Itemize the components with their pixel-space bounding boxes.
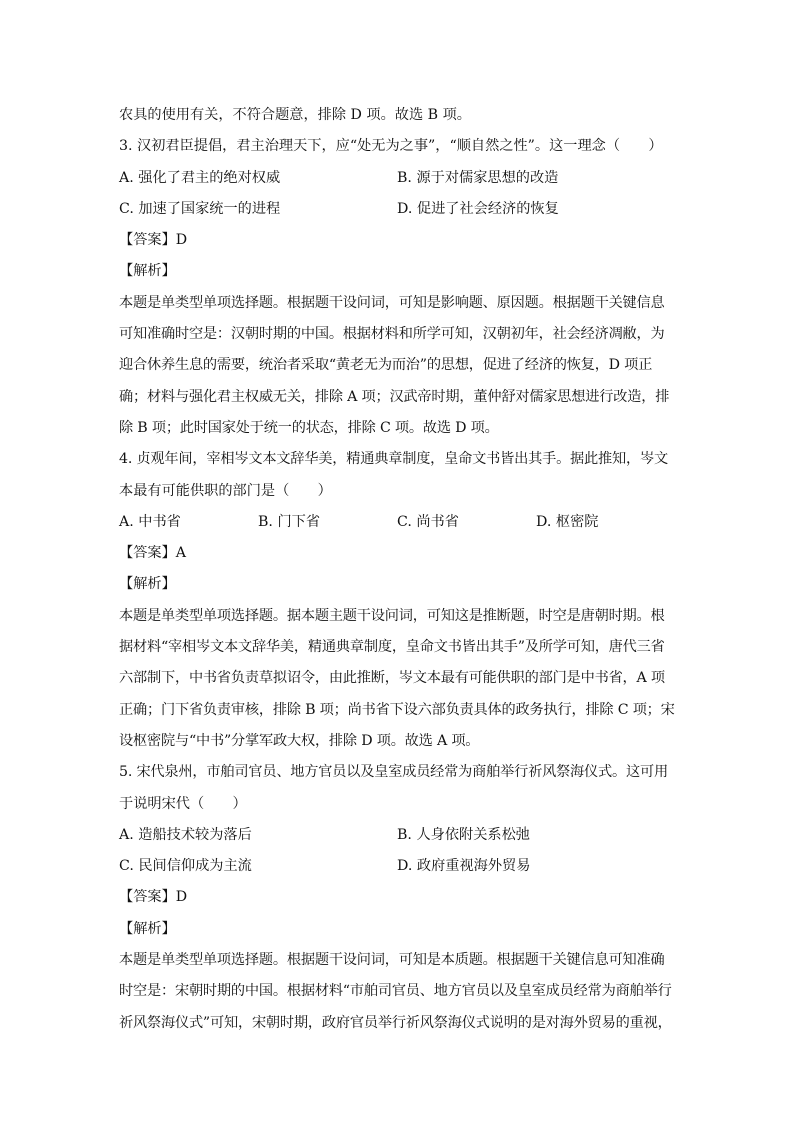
q5-analysis-line-2: 时空是：宋朝时期的中国。根据材料“市舶司官员、地方官员以及皇室成员经常为商舶举行 — [119, 983, 672, 1000]
q4-stem-line-2: 本最有可能供职的部门是（ ） — [119, 482, 332, 499]
q3-option-c: C. 加速了国家统一的进程 — [119, 200, 281, 217]
q3-stem: 3. 汉初君臣提倡，君主治理天下，应“处无为之事”，“顺自然之性”。这一理念（ ） — [119, 138, 663, 155]
q5-option-b: B. 人身依附关系松弛 — [397, 826, 530, 843]
q4-option-c: C. 尚书省 — [397, 513, 459, 530]
q3-analysis-line-5: 除 B 项；此时国家处于统一的状态，排除 C 项。故选 D 项。 — [119, 419, 499, 436]
continuation-text: 农具的使用有关，不符合题意，排除 D 项。故选 B 项。 — [119, 107, 471, 123]
q4-options-row — [119, 507, 675, 538]
q4-analysis-line-1: 本题是单类型单项选择题。据本题主题干设问词，可知这是推断题，时空是唐朝时期。根 — [119, 607, 665, 624]
q5-options-row-1 — [119, 820, 675, 851]
q4-stem-line-1: 4. 贞观年间，宰相岑文本文辞华美，精通典章制度，皇命文书皆出其手。据此推知，岑文 — [119, 451, 668, 468]
q3-option-a: A. 强化了君主的绝对权威 — [119, 169, 281, 186]
q5-analysis-line-1: 本题是单类型单项选择题。根据题干设问词，可知是本质题。根据题干关键信息可知准确 — [119, 952, 665, 969]
q3-analysis-line-3: 迎合休养生息的需要，统治者采取“黄老无为而治”的思想，促进了经济的恢复，D 项正 — [119, 357, 653, 374]
q5-answer: 【答案】D — [119, 889, 188, 906]
q3-analysis-line-2: 可知准确时空是：汉朝时期的中国。根据材料和所学可知，汉朝初年，社会经济凋敝，为 — [119, 326, 665, 343]
q4-analysis-line-5: 设枢密院与“中书”分掌军政大权，排除 D 项。故选 A 项。 — [119, 732, 480, 749]
q5-options-row-2 — [119, 851, 675, 882]
q3-analysis-title: 【解析】 — [119, 263, 176, 280]
q4-answer: 【答案】A — [119, 545, 186, 562]
q5-option-c: C. 民间信仰成为主流 — [119, 858, 252, 875]
q4-analysis-title: 【解析】 — [119, 576, 176, 593]
q3-analysis-line-1: 本题是单类型单项选择题。根据题干设问词，可知是影响题、原因题。根据题干关键信息 — [119, 294, 665, 311]
q3-analysis-line-4: 确；材料与强化君主权威无关，排除 A 项；汉武帝时期，董仲舒对儒家思想进行改造，排 — [119, 388, 670, 405]
q4-option-a: A. 中书省 — [119, 513, 181, 530]
q3-options-row-2 — [119, 194, 675, 225]
q5-stem-line-1: 5. 宋代泉州，市舶司官员、地方官员以及皇室成员经常为商舶举行祈风祭海仪式。这可用 — [119, 764, 668, 781]
q4-analysis-line-3: 六部制下，中书省负责草拟诏令，由此推断，岑文本最有可能供职的部门是中书省，A 项 — [119, 670, 665, 687]
document-content — [119, 100, 675, 1039]
q3-options-row-1 — [119, 163, 675, 194]
q3-option-d: D. 促进了社会经济的恢复 — [397, 200, 559, 217]
q4-analysis-line-2: 据材料“宰相岑文本文辞华美，精通典章制度，皇命文书皆出其手”及所学可知，唐代三省 — [119, 639, 665, 656]
q5-stem-line-2: 于说明宋代（ ） — [119, 795, 247, 812]
q3-answer: 【答案】D — [119, 232, 188, 249]
q5-analysis-line-3: 祈风祭海仪式”可知，宋朝时期，政府官员举行祈风祭海仪式说明的是对海外贸易的重视， — [119, 1014, 672, 1031]
q4-option-b: B. 门下省 — [258, 513, 321, 530]
q5-option-d: D. 政府重视海外贸易 — [397, 858, 531, 875]
q4-analysis-line-4: 正确；门下省负责审核，排除 B 项；尚书省下设六部负责具体的政务执行，排除 C 项；宋 — [119, 701, 675, 718]
q3-option-b: B. 源于对儒家思想的改造 — [397, 169, 559, 186]
q4-option-d: D. 枢密院 — [536, 513, 599, 530]
q5-option-a: A. 造船技术较为落后 — [119, 826, 252, 843]
q5-analysis-title: 【解析】 — [119, 920, 176, 937]
